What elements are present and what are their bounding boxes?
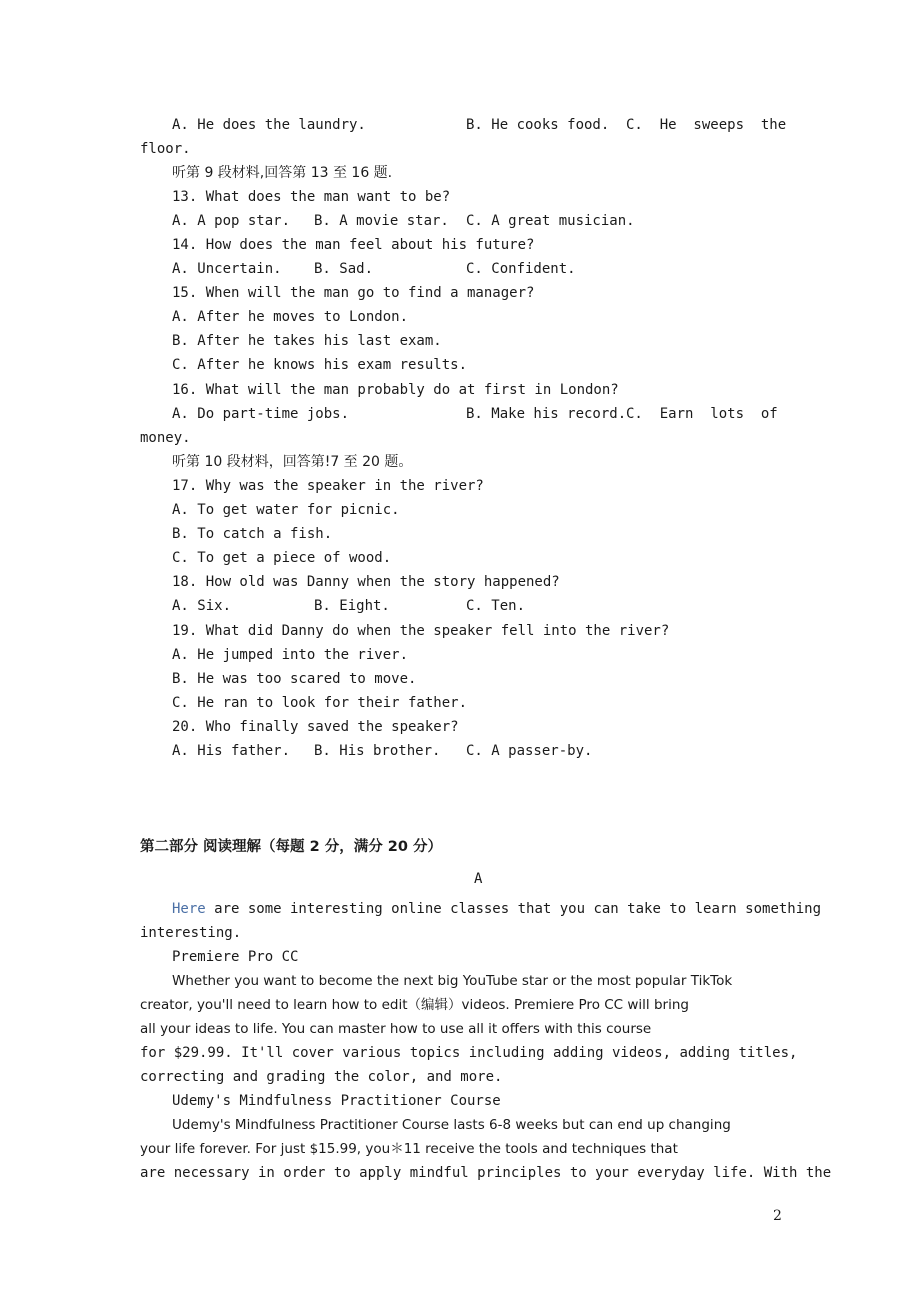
q19-question: 19. What did Danny do when the speaker fell into the river? [172,623,670,639]
q15-question: 15. When will the man go to find a manager? [172,285,535,301]
q13-question: 13. What does the man want to be? [172,189,451,205]
q18-question: 18. How old was Danny when the story happened? [172,574,560,590]
q12-option-c: C. He sweeps the [626,117,787,133]
course-1-line: for $29.99. It'll cover various topics including adding videos, adding titles, [140,1045,798,1061]
course-2-line: your life forever. For just $15.99, you＊11 receive the tools and techniques that [140,1141,678,1157]
q16-question: 16. What will the man probably do at first in London? [172,382,619,398]
q18-option-b: B. Eight. [314,598,390,614]
course-1-line: creator, you'll need to learn how to edit（编辑）videos. Premiere Pro CC will bring [140,997,689,1013]
part-two-heading: 第二部分 阅读理解（每题 2 分，满分 20 分） [140,839,443,855]
q16-option-c: C. Earn lots of [626,406,778,422]
passage-label: A [474,871,483,887]
course-1-line: Whether you want to become the next big YouTube star or the most popular TikTok [172,973,733,989]
intro-line-1 [172,899,821,919]
q20-option-b: B. His brother. [314,743,441,759]
q12-option-c-continued: floor. [140,141,191,157]
course-2-line: are necessary in order to apply mindful principles to your everyday life. With the [140,1165,832,1181]
q20-option-a: A. His father. [172,743,291,759]
q19-option-b: B. He was too scared to move. [172,671,417,687]
q20-question: 20. Who finally saved the speaker? [172,719,459,735]
q13-option-a: A. A pop star. [172,213,291,229]
intro-first-word: Here [172,901,206,917]
course-1-title: Premiere Pro CC [172,949,299,965]
q14-option-a: A. Uncertain. [172,261,282,277]
course-2-title: Udemy's Mindfulness Practitioner Course [172,1093,501,1109]
q17-question: 17. Why was the speaker in the river? [172,478,484,494]
intro-rest: are some interesting online classes that you can take to learn something [205,901,822,917]
q16-option-b: B. Make his record. [466,406,627,422]
q12-option-b: B. He cooks food. [466,117,610,133]
q16-option-a: A. Do part-time jobs. [172,406,350,422]
course-1-line: correcting and grading the color, and more. [140,1069,503,1085]
q15-option-a: A. After he moves to London. [172,309,409,325]
q17-option-a: A. To get water for picnic. [172,502,400,518]
section-9-instruction: 听第 9 段材料,回答第 13 至 16 题. [172,165,393,181]
q18-option-c: C. Ten. [466,598,526,614]
q20-option-c: C. A passer-by. [466,743,593,759]
q17-option-c: C. To get a piece of wood. [172,550,392,566]
course-1-line: all your ideas to life. You can master how to use all it offers with this course [140,1021,652,1037]
q15-option-b: B. After he takes his last exam. [172,333,442,349]
q15-option-c: C. After he knows his exam results. [172,357,468,373]
q14-option-b: B. Sad. [314,261,374,277]
q14-question: 14. How does the man feel about his future? [172,237,535,253]
intro-line-2: interesting. [140,925,242,941]
course-2-line: Udemy's Mindfulness Practitioner Course lasts 6-8 weeks but can end up changing [172,1117,731,1133]
q19-option-c: C. He ran to look for their father. [172,695,468,711]
q19-option-a: A. He jumped into the river. [172,647,409,663]
q13-option-c: C. A great musician. [466,213,635,229]
q13-option-b: B. A movie star. [314,213,449,229]
q16-option-c-continued: money. [140,430,191,446]
page-number: 2 [773,1208,782,1224]
q12-option-a: A. He does the laundry. [172,117,366,133]
section-10-instruction: 听第 10 段材料，回答第!7 至 20 题。 [172,454,413,470]
q18-option-a: A. Six. [172,598,232,614]
q17-option-b: B. To catch a fish. [172,526,333,542]
q14-option-c: C. Confident. [466,261,576,277]
